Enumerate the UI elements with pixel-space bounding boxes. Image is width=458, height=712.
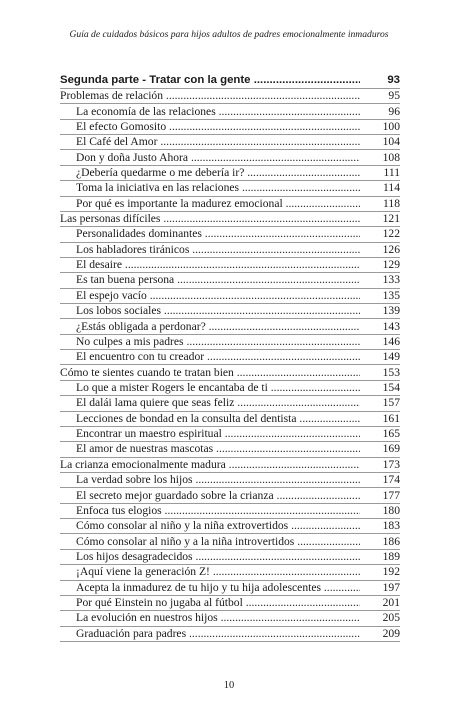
toc-entry-title-cell	[60, 411, 360, 426]
toc-entry	[60, 273, 400, 288]
toc-entry-title-cell	[60, 165, 360, 180]
toc-entry	[60, 304, 400, 319]
toc-entry-title: Graduación para padres .....	[76, 627, 360, 641]
toc-entry	[60, 319, 400, 334]
toc-entry-title-cell	[60, 334, 360, 349]
toc-entry-title: La crianza emocionalmente madura .....	[60, 458, 360, 472]
toc-entry	[60, 488, 400, 503]
toc-entry-page: 173	[360, 457, 400, 472]
toc-entry-title-cell	[60, 257, 360, 272]
toc-entry	[60, 472, 400, 487]
toc-entry-page: 174	[360, 472, 400, 487]
toc-entry-title: Cómo consolar al niño y la niña extrovertidos .....	[76, 519, 360, 533]
toc-entry-title-cell	[60, 273, 360, 288]
toc-entry-title: Don y doña Justo Ahora .....	[76, 151, 360, 165]
toc-entry	[60, 196, 400, 211]
toc-entry	[60, 119, 400, 134]
toc-entry-title: Lecciones de bondad en la consulta del dentista .....	[76, 412, 360, 426]
toc-entry-page: 209	[360, 626, 400, 641]
toc-entry	[60, 227, 400, 242]
toc-entry-title: El dalái lama quiere que seas feliz .....	[76, 396, 360, 410]
toc-entry-title-cell	[60, 580, 360, 595]
toc-entry	[60, 426, 400, 441]
toc-entry-page: 201	[360, 595, 400, 610]
toc-entry-title-cell	[60, 135, 360, 150]
toc-entry-page: 96	[360, 104, 400, 119]
toc-entry-title: ¡Aquí viene la generación Z! .....	[76, 565, 360, 579]
toc-entry-title: Los hijos desagradecidos .....	[76, 550, 360, 564]
toc-entry-title: Las personas difíciles .....	[60, 212, 360, 226]
toc-entry-page: 154	[360, 380, 400, 395]
toc-entry-title-cell	[60, 304, 360, 319]
toc-entry-title: ¿Debería quedarme o me debería ir? .....	[76, 166, 360, 180]
toc-entry	[60, 611, 400, 626]
toc-entry	[60, 71, 400, 89]
toc-entry-title-cell	[60, 350, 360, 365]
toc-entry-title-cell	[60, 119, 360, 134]
toc-entry-page: 180	[360, 503, 400, 518]
toc-entry-page: 146	[360, 334, 400, 349]
toc-entry-title: Por qué Einstein no jugaba al fútbol .....	[76, 596, 360, 610]
toc-entry-page: 205	[360, 611, 400, 626]
toc-entry-page: 111	[360, 165, 400, 180]
toc-entry-title: La evolución en nuestros hijos .....	[76, 611, 360, 625]
toc-entry-page: 177	[360, 488, 400, 503]
toc-entry-page: 197	[360, 580, 400, 595]
toc-entry	[60, 104, 400, 119]
toc-entry-title: Toma la iniciativa en las relaciones .....	[76, 181, 360, 195]
toc-entry-title-cell	[60, 565, 360, 580]
toc-entry-page: 139	[360, 304, 400, 319]
running-header: Guía de cuidados básicos para hijos adultos de padres emocionalmente inmaduros	[69, 29, 389, 40]
toc-entry	[60, 334, 400, 349]
toc-entry-title: La economía de las relaciones .....	[76, 105, 360, 119]
toc-entry	[60, 457, 400, 472]
toc-entry-title: Enfoca tus elogios .....	[76, 504, 360, 518]
toc-entry-page: 153	[360, 365, 400, 380]
toc-entry	[60, 411, 400, 426]
toc-entry-title-cell	[60, 196, 360, 211]
toc-entry-title-cell	[60, 503, 360, 518]
toc-entry-title-cell	[60, 426, 360, 441]
toc-entry-page: 114	[360, 181, 400, 196]
toc-entry	[60, 150, 400, 165]
toc-entry-title-cell	[60, 457, 360, 472]
toc-entry-page: 183	[360, 519, 400, 534]
toc-entry-title: Los habladores tiránicos .....	[76, 243, 360, 257]
toc-entry-page: 165	[360, 426, 400, 441]
toc-entry-page: 122	[360, 227, 400, 242]
toc-entry	[60, 549, 400, 564]
toc-entry-title: Es tan buena persona .....	[76, 273, 360, 287]
toc-entry-title: Los lobos sociales .....	[76, 304, 360, 318]
toc-entry-page: 126	[360, 242, 400, 257]
toc-entry	[60, 580, 400, 595]
toc-entry-title-cell	[60, 534, 360, 549]
toc-entry-title: La verdad sobre los hijos .....	[76, 473, 360, 487]
toc-entry	[60, 181, 400, 196]
toc-entry-page: 149	[360, 350, 400, 365]
toc-entry-title-cell	[60, 319, 360, 334]
toc-entry-page: 93	[360, 71, 400, 89]
toc-entry	[60, 135, 400, 150]
toc-entry-title: El secreto mejor guardado sobre la crianza .....	[76, 489, 360, 503]
toc-entry-title-cell	[60, 519, 360, 534]
toc-entry-title: El encuentro con tu creador .....	[76, 350, 360, 364]
toc-entry	[60, 165, 400, 180]
toc-entry-page: 104	[360, 135, 400, 150]
toc-entry-title: El Café del Amor .....	[76, 135, 360, 149]
toc-entry	[60, 396, 400, 411]
toc-entry-title: Por qué es importante la madurez emocional .....	[76, 197, 360, 211]
toc-entry	[60, 519, 400, 534]
toc-entry-page: 169	[360, 442, 400, 457]
toc-entry-title-cell	[60, 227, 360, 242]
toc-entry-page: 161	[360, 411, 400, 426]
page-number: 10	[223, 680, 235, 691]
toc-entry	[60, 365, 400, 380]
toc-entry-title-cell	[60, 396, 360, 411]
toc-entry	[60, 565, 400, 580]
toc-entry	[60, 257, 400, 272]
toc-entry-page: 192	[360, 565, 400, 580]
toc-entry-title-cell	[60, 380, 360, 395]
toc-entry-title: Cómo consolar al niño y a la niña introvertidos .....	[76, 535, 360, 549]
toc-entry-page: 143	[360, 319, 400, 334]
toc-entry-title-cell	[60, 365, 360, 380]
toc-entry-page: 129	[360, 257, 400, 272]
toc-entry-title-cell	[60, 150, 360, 165]
toc-entry-title-cell	[60, 211, 360, 226]
toc-entry-title: El amor de nuestras mascotas .....	[76, 442, 360, 456]
toc-entry	[60, 503, 400, 518]
toc-entry-title: No culpes a mis padres .....	[76, 335, 360, 349]
toc-entry-title: El espejo vacío .....	[76, 289, 360, 303]
toc-entry-title: Problemas de relación .....	[60, 89, 360, 103]
toc-entry-title-cell	[60, 442, 360, 457]
toc-entry-page: 135	[360, 288, 400, 303]
toc-entry-title-cell	[60, 549, 360, 564]
toc-entry-title-cell	[60, 472, 360, 487]
toc-entry-title-cell	[60, 626, 360, 641]
toc-entry-title: Personalidades dominantes .....	[76, 227, 360, 241]
toc-entry-title: Encontrar un maestro espiritual .....	[76, 427, 360, 441]
table-of-contents	[60, 71, 400, 642]
toc-entry-page: 121	[360, 211, 400, 226]
toc-entry	[60, 211, 400, 226]
toc-entry-title-cell	[60, 181, 360, 196]
toc-entry	[60, 89, 400, 104]
toc-entry-page: 186	[360, 534, 400, 549]
toc-entry	[60, 350, 400, 365]
toc-entry-title-cell	[60, 242, 360, 257]
toc-entry-title-cell	[60, 89, 360, 104]
toc-entry-title-cell	[60, 288, 360, 303]
toc-entry-title-cell	[60, 595, 360, 610]
toc-entry-page: 118	[360, 196, 400, 211]
toc-entry	[60, 442, 400, 457]
toc-entry-title: Acepta la inmadurez de tu hijo y tu hija adolescentes .....	[76, 581, 360, 595]
toc-entry-title: El efecto Gomosito .....	[76, 120, 360, 134]
toc-body	[60, 71, 400, 641]
toc-entry-page: 100	[360, 119, 400, 134]
toc-entry-title: Lo que a mister Rogers le encantaba de ti .....	[76, 381, 360, 395]
toc-entry	[60, 595, 400, 610]
toc-entry-title: Cómo te sientes cuando te tratan bien .....	[60, 366, 360, 380]
toc-entry-title-cell	[60, 611, 360, 626]
toc-entry-page: 95	[360, 89, 400, 104]
toc-entry-title: El desaire .....	[76, 258, 360, 272]
toc-entry-title-cell	[60, 488, 360, 503]
toc-entry	[60, 534, 400, 549]
toc-entry	[60, 242, 400, 257]
toc-entry-page: 157	[360, 396, 400, 411]
toc-entry	[60, 380, 400, 395]
toc-entry-title: Segunda parte - Tratar con la gente .....	[60, 73, 360, 87]
toc-entry-title-cell	[60, 71, 360, 89]
toc-entry-page: 189	[360, 549, 400, 564]
toc-entry	[60, 288, 400, 303]
toc-entry	[60, 626, 400, 641]
toc-entry-page: 133	[360, 273, 400, 288]
toc-entry-page: 108	[360, 150, 400, 165]
toc-entry-title: ¿Estás obligada a perdonar? .....	[76, 320, 360, 334]
toc-entry-title-cell	[60, 104, 360, 119]
